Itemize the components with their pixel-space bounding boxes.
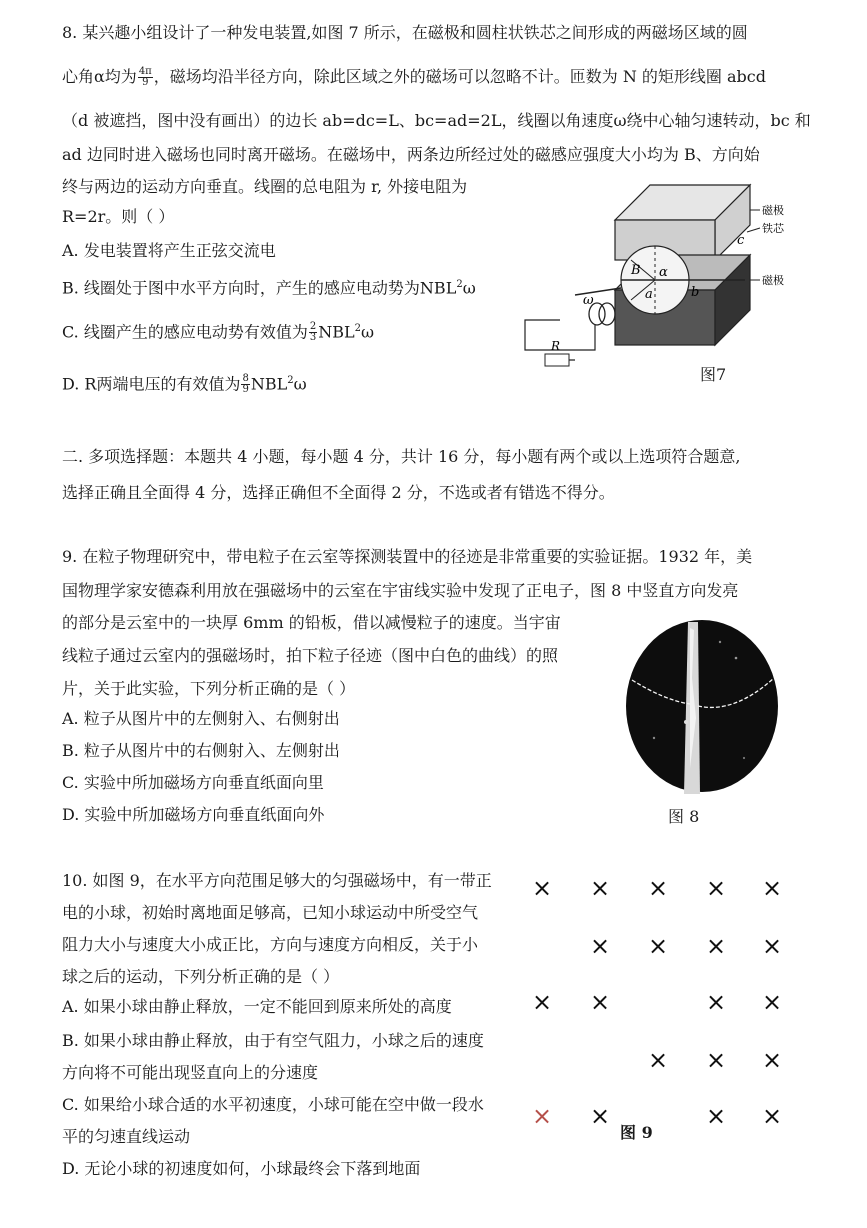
fraction-numerator: 4π [138, 66, 152, 77]
q9-option-b: B. 粒子从图片中的右侧射入、左侧射出 [62, 741, 340, 760]
q9-line-5: 片，关于此实验，下列分析正确的是（ ） [62, 679, 356, 698]
q8-line-2 [62, 66, 766, 88]
q10-line-2: 电的小球，初始时离地面足够高，已知小球运动中所受空气 [62, 903, 479, 922]
q10-option-d: D. 无论小球的初速度如何，小球最终会下落到地面 [62, 1159, 421, 1178]
label-a: a [645, 287, 653, 302]
q9-option-d: D. 实验中所加磁场方向垂直纸面向外 [62, 805, 325, 824]
superscript: 2 [456, 279, 463, 290]
field-into-page-icon: × [706, 1102, 727, 1130]
q10-option-c-line-2: 平的匀速直线运动 [62, 1127, 191, 1146]
field-into-page-icon: × [590, 1102, 611, 1130]
nbl-text: NBL [318, 322, 355, 342]
field-into-page-icon: × [706, 874, 727, 902]
field-into-page-icon: × [532, 988, 553, 1016]
q8-option-d-text: D. R两端电压的有效值为 [62, 374, 241, 394]
section-2-line-1: 二. 多项选择题：本题共 4 小题，每小题 4 分，共计 16 分，每小题有两个或以上选项符合题意, [62, 447, 741, 466]
q9-line-2: 国物理学家安德森利用放在强磁场中的云室在宇宙线实验中发现了正电子，图 8 中竖直方向发亮 [62, 581, 739, 600]
q8-option-c-text: C. 线圈产生的感应电动势有效值为 [62, 322, 308, 342]
label-R: R [551, 339, 561, 353]
field-into-page-icon: × [762, 988, 783, 1016]
field-into-page-icon: × [590, 874, 611, 902]
fraction-denominator: 9 [242, 384, 249, 396]
q10-option-c-line-1: C. 如果给小球合适的水平初速度，小球可能在空中做一段水 [62, 1095, 484, 1114]
q9-line-4: 线粒子通过云室内的强磁场时，拍下粒子径迹（图中白色的曲线）的照 [62, 646, 559, 665]
q8-line-4: ad 边同时进入磁场也同时离开磁场。在磁场中，两条边所经过处的磁感应强度大小均为 B、方向始 [62, 145, 760, 164]
q9-line-3: 的部分是云室中的一块厚 6mm 的铅板，借以减慢粒子的速度。当宇宙 [62, 613, 561, 632]
fraction-numerator: 2 [309, 321, 317, 333]
q8-line-5: 终与两边的运动方向垂直。线圈的总电阻为 r, 外接电阻为 [62, 177, 468, 196]
omega-symbol: ω [361, 322, 375, 342]
field-into-page-icon: × [590, 988, 611, 1016]
q10-option-b-line-2: 方向将不可能出现竖直向上的分速度 [62, 1063, 319, 1082]
figure-7-generator [515, 180, 795, 380]
omega-symbol: ω [293, 374, 307, 394]
q10-option-a: A. 如果小球由静止释放，一定不能回到原来所处的高度 [62, 997, 452, 1016]
field-into-page-icon: × [762, 1102, 783, 1130]
figure-9-caption: 图 9 [620, 1123, 653, 1142]
label-c: c [737, 233, 745, 248]
q8-alpha-fraction [138, 67, 153, 88]
section-2-line-2: 选择正确且全面得 4 分，选择正确但不全面得 2 分，不选或者有错选不得分。 [62, 483, 615, 502]
field-into-page-icon: × [706, 932, 727, 960]
label-magnet-top: 磁极 [762, 204, 784, 217]
fraction-numerator: 8 [242, 373, 249, 385]
figure-8-caption: 图 8 [668, 807, 700, 826]
fraction [241, 374, 249, 395]
q8-option-b [62, 274, 476, 299]
q8-line-3: （d 被遮挡，图中没有画出）的边长 ab=dc=L、bc=ad=2L，线圈以角速度ω绕中心轴匀速转动，bc 和 [62, 111, 811, 130]
q8-line-2-text-b: ，磁场均沿半径方向，除此区域之外的磁场可以忽略不计。匝数为 N 的矩形线圈 abcd [153, 67, 766, 86]
field-into-page-icon: × [706, 1046, 727, 1074]
label-B: B [631, 263, 641, 278]
label-magnet-bottom: 磁极 [762, 274, 784, 287]
q8-line-1: 8. 某兴趣小组设计了一种发电装置,如图 7 所示，在磁极和圆柱状铁芯之间形成的两磁场区域的圆 [62, 23, 748, 42]
q10-line-1: 10. 如图 9，在水平方向范围足够大的匀强磁场中，有一带正 [62, 871, 492, 890]
omega-symbol: ω [462, 278, 476, 298]
label-iron-core: 铁芯 [762, 222, 784, 235]
field-into-page-icon: × [532, 1102, 553, 1130]
fraction-denominator: 3 [309, 332, 317, 344]
field-into-page-icon: × [762, 932, 783, 960]
field-into-page-icon: × [762, 874, 783, 902]
field-into-page-icon: × [648, 932, 669, 960]
q8-line-2-text-a: 心角α均为 [62, 67, 137, 86]
superscript: 2 [354, 323, 361, 334]
fraction [309, 322, 317, 343]
fraction-denominator: 9 [142, 77, 149, 88]
field-into-page-icon: × [648, 874, 669, 902]
field-into-page-icon: × [648, 1046, 669, 1074]
figure-8-cloud-chamber-photo [624, 618, 780, 794]
label-omega: ω [583, 293, 594, 308]
q8-option-a: A. 发电装置将产生正弦交流电 [62, 241, 276, 260]
field-into-page-icon: × [532, 874, 553, 902]
figure-7-caption: 图7 [700, 365, 727, 384]
label-b: b [691, 285, 700, 300]
label-alpha: α [659, 265, 668, 280]
q8-line-6: R=2r。则（ ） [62, 207, 175, 226]
q9-option-c: C. 实验中所加磁场方向垂直纸面向里 [62, 773, 324, 792]
q10-option-b-line-1: B. 如果小球由静止释放，由于有空气阻力，小球之后的速度 [62, 1031, 484, 1050]
field-into-page-icon: × [706, 988, 727, 1016]
field-into-page-icon: × [590, 932, 611, 960]
superscript: 2 [287, 375, 294, 386]
q8-option-d [62, 370, 307, 395]
q8-option-b-text: B. 线圈处于图中水平方向时，产生的感应电动势为NBL [62, 278, 457, 298]
q9-line-1: 9. 在粒子物理研究中，带电粒子在云室等探测装置中的径迹是非常重要的实验证据。1932 年，美 [62, 547, 753, 566]
q8-option-c [62, 318, 374, 343]
q10-line-3: 阻力大小与速度大小成正比，方向与速度方向相反，关于小 [62, 935, 479, 954]
q10-line-4: 球之后的运动，下列分析正确的是（ ） [62, 967, 340, 986]
nbl-text: NBL [250, 374, 288, 394]
field-into-page-icon: × [762, 1046, 783, 1074]
q9-option-a: A. 粒子从图片中的左侧射入、右侧射出 [62, 709, 340, 728]
